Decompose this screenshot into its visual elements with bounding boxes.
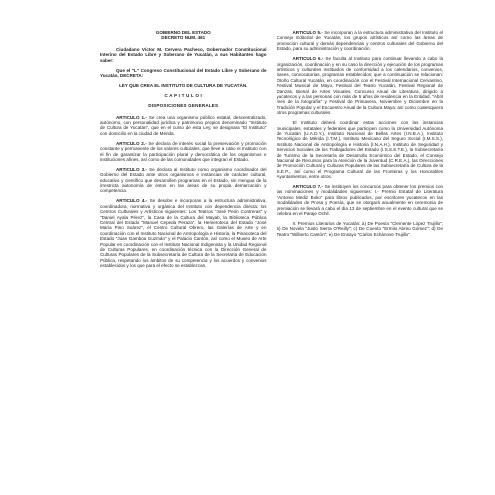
article-5 [277,30,444,52]
article-label: ARTICULO 6.- [292,56,324,62]
article-2 [100,141,267,163]
article-text: Se declara al Instituto como organismo coordinador del Gobierno del Estado ante otros organismos e instancias de carácter cultural, educativo y científico que desarrollen programas en el Estado, sin mengua de la irrestricta autonomía de éstos en las áreas de su propia demarcación y competencia. [100,166,267,194]
article-label: ARTICULO 1.- [116,114,147,120]
article-label: ARTICULO 5.- [292,30,323,35]
article-label: ARTICULO 3.- [116,166,147,172]
preamble-congress: Que el "L" Congreso Constitucional del Estado Libre y Soberano de Yucatán, DECRETA: [100,67,267,78]
article-label: ARTICULO 4.- [116,198,148,204]
article-text: II. Premios Literarios de Yucatán: a) De Poesía "Clemente López Trujillo"; b) De Novela "Justo Sierra O'Reilly"; c) De Cuento "Ermilo Abreu Gómez"; d) De Teatro "Wilberto Cantón"; e) De Ensayo "Carlos Echánove Trujillo". [276,221,443,237]
article-1 [100,115,267,137]
article-text: Se instituyen los concursos para obtener los premios con las nominaciones y modalidades siguientes: I.- Premio Estatal de Literatura "Antonio Mediz Bolio" para libros publicados, por escritores yucatecos en las modalidades de Prosa y Poesía, que se otorgará anualmente en ceremonia de premiación se llevará a cabo el día 13 de septiembre en el evento cultural que se celebra en el Paraje Ochil. [276,184,443,217]
article-text: El Instituto deberá coordinar estas acciones con las instancias municipales, estatales y federales que participen como la Universidad Autónoma de Yucatán (U.A.D.Y.), Instituto Nacional de Bellas Artes (I.N.B.A.), Instituto Tecnológico de Mérida (I.T.M.), Instituto Mexicano del Seguro Social (I.M.S.S.), Instituto Nacional de Antropología e Historia (I.N.A.H.), Instituto de Seguridad y Servicios Sociales de los Trabajadores del Estado (I.S.S.S.T.E.), la Subsecretaría de Turismo de la Secretaría de Desarrollo Económico del Estado, el Consejo Nacional de Recursos para la Atención de la Juventud (C.R.E.A.), las Direcciones de Promoción Cultural y Culturas Populares de las Subsecretaría de Cultura de la S.E.P.,. así como el Programa Cultural de las Fronteras y los Honorables Ayuntamientos, entre otros. [276,120,443,180]
header-government: GOBIERNO DEL ESTADO [155,30,211,35]
article-7 [277,184,444,216]
article-text: Se incorporan a la estructura administrativa del Instituto el Consejo Editorial de Yucatán, los grupos artísticos así como las áreas de promoción cultural y demás dependencias y centros culturales del Gobierno del Estado, para su administración y coordinación. [276,30,443,52]
right-column [277,30,444,483]
chapter-title: DISPOSICIONES GENERALES [148,103,219,109]
article-text: Se crea una organismo público estatal, descentralizado, autónomo, con personalidad jurídica y patrimonio propios denominado "Instituto de Cultura de Yucatán", que en el curso de esta Ley, se designara "El Instituto" con domicilio en la ciudad de Mérida. [100,114,267,136]
article-label: ARTICULO 2.- [116,140,147,146]
article-text: Se declara de interés social la preservación y promoción constante y permanente de los valores culturales, que lleve a cabo el Instituto con el fin de garantizar la participación plural y democrática de los organismos e instituciones afines, así como de las comunidades que integran el Estado. [100,140,267,162]
law-title: LEY QUE CREA EL INSTITUTO DE CULTURA DE YUCATÁN. [119,82,248,88]
header-decree-number: DECRETO NUM. 461 [161,35,206,41]
article-7-section-2 [277,221,444,237]
left-column [100,30,267,483]
article-4 [100,198,267,268]
article-6 [277,56,444,115]
preamble-governor: Ciudadano Víctor M. Cervera Pacheco, Gobernador Constitucional Interino del Estado Libre y Soberano de Yucatán, a sus Habitantes hago saber: [100,46,267,63]
two-column-layout [100,30,443,483]
chapter-heading: C A P I T U L O I [164,92,202,98]
article-6-paragraph-2 [277,120,444,179]
article-label: ARTICULO 7.- [292,184,323,190]
article-3 [100,167,267,194]
article-text: Se desobe e incorporan a la estructura administrativa, coordinadora, normativa y orgánica del Instituto con dependencia directa: los Centros Culturales y Artísticos siguientes: Los Teatros "José Peón Contreras" y "Daniel Ayala Pérez", la Casa de la Cultura del Mayab, la Biblioteca Pública Central del Estado "Manuel Cepeda Peraza", la Hemeroteca del Estado "José María Pino Suárez", el Centro Cultural Obrero, las Galerías de Arte y en coordinación con el Instituto Nacional de Antropología e Historia, la Pinacoteca del Estado "Juan Gamboa Guzmán" y el Palacio Cantón, así como el Museo de Arte Popular en coordinación con el Instituto Nacional Indigenista y la Unidad Regional de Culturas Populares, en coordinación técnica con la Dirección General de Culturas Populares de la Subsecretaría de Cultura de la Secretaría de Educación Pública, respetando los ámbitos de su competencia y los acuerdos y convenios establecidos y los que para el efecto se establezcan. [100,198,267,269]
article-text: Se faculta al Instituto para continuar llevando a cabo la organización, coordinación y en su caso la dirección y ejecución de los programas artísticos y culturales instituidos de conformidad a los calendarios, convenios, bases, convocatorias, programas establecidos; que a continuación se relacionan: Otoño Cultural Yucatán, en coordinación con el Festival Internacional Cervantino, Festival Musical de Mayo, Festival del Teatro Yucatán, Festival Regional de Danzas, Bienal de Artes Visuales, Concurso Anual de Literatura, dirigido a yucatecos y a las personas con más de 5 años de residencia en la Entidad. "Abril mes de la fotografía" y Festival de Primavera, Noviembre y Diciembre en la Tradición Popular y el Encuentro Anual de la Cultura Maya; así como cualesquiera otros programas culturales. [276,56,443,116]
